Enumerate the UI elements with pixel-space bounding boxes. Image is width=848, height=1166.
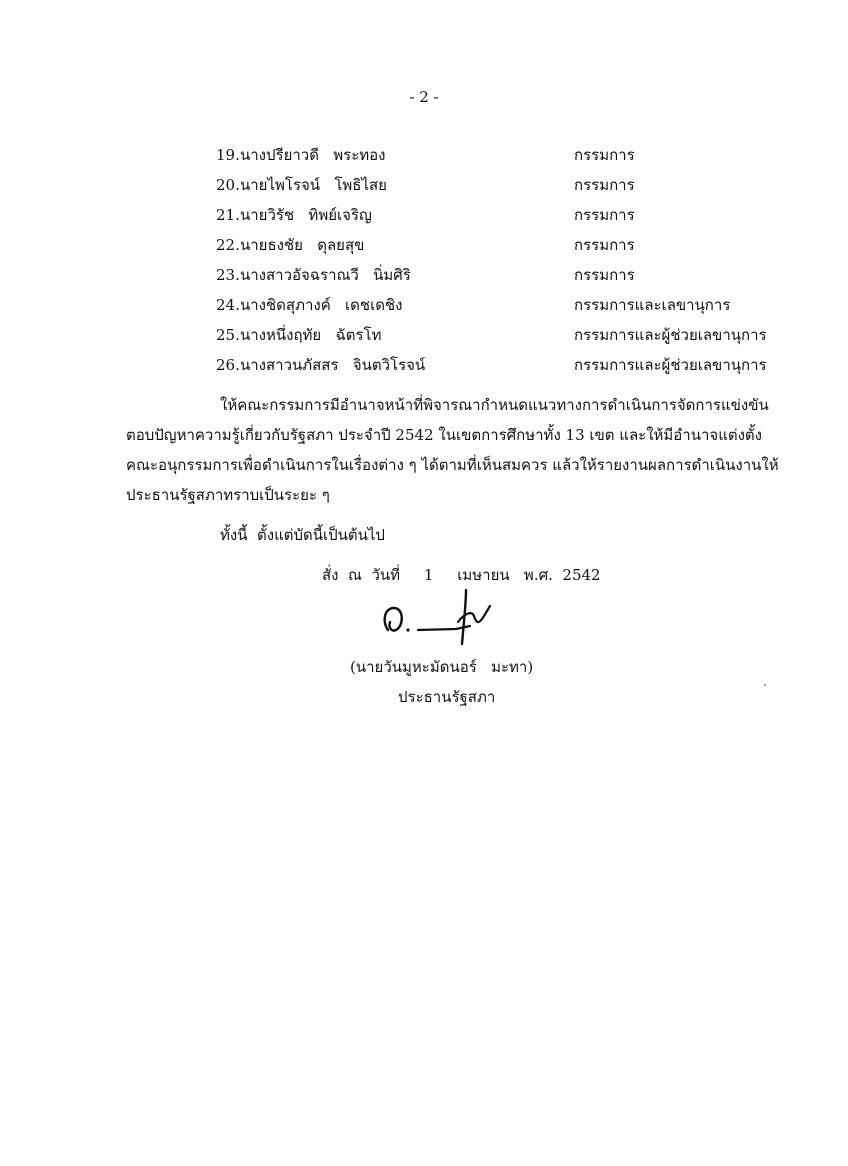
paragraph-line: คณะอนุกรรมการเพื่อดำเนินการในเรื่องต่าง ๆ ได้ตามที่เห็นสมควร แล้วให้รายงานผลการดำเนินงานให้ bbox=[126, 456, 779, 474]
member-role: กรรมการและผู้ช่วยเลขานุการ bbox=[574, 326, 767, 344]
effective-statement: ทั้งนี้ ตั้งแต่บัดนี้เป็นต้นไป bbox=[220, 526, 385, 544]
member-number: 20. bbox=[216, 176, 240, 194]
scan-speck bbox=[764, 684, 766, 686]
member-row bbox=[216, 354, 776, 384]
member-number: 25. bbox=[216, 326, 240, 344]
member-name: นางสาวนภัสสร จินตวิโรจน์ bbox=[240, 356, 426, 374]
member-name: นายไพโรจน์ โพธิไสย bbox=[240, 176, 387, 194]
paragraph-line: ตอบปัญหาความรู้เกี่ยวกับรัฐสภา ประจำปี 2542 ในเขตการศึกษาทั้ง 13 เขต และให้มีอำนาจแต่งตั้ง bbox=[126, 426, 762, 444]
signer-name: (นายวันมูหะมัดนอร์ มะทา) bbox=[350, 658, 534, 676]
member-role: กรรมการและผู้ช่วยเลขานุการ bbox=[574, 356, 767, 374]
member-number: 24. bbox=[216, 296, 240, 314]
member-role: กรรมการ bbox=[574, 146, 635, 164]
member-role: กรรมการ bbox=[574, 176, 635, 194]
paragraph-line: ประธานรัฐสภาทราบเป็นระยะ ๆ bbox=[126, 486, 330, 504]
signer-title: ประธานรัฐสภา bbox=[398, 688, 496, 706]
member-name: นายวิรัช ทิพย์เจริญ bbox=[240, 206, 372, 224]
member-row bbox=[216, 324, 776, 354]
order-date: สั่ง ณ วันที่ 1 เมษายน พ.ศ. 2542 bbox=[322, 566, 601, 584]
committee-member-list bbox=[216, 144, 776, 384]
member-name: นางสาวอัจฉราณวี นิ่มศิริ bbox=[240, 266, 411, 284]
member-role: กรรมการ bbox=[574, 206, 635, 224]
member-role: กรรมการ bbox=[574, 266, 635, 284]
member-name: นางชิดสุภางค์ เดชเดชิง bbox=[240, 296, 403, 314]
page-number: - 2 - bbox=[409, 88, 439, 106]
paragraph-line: ให้คณะกรรมการมีอำนาจหน้าที่พิจารณากำหนดแนวทางการดำเนินการจัดการแข่งขัน bbox=[220, 396, 769, 414]
member-role: กรรมการ bbox=[574, 236, 635, 254]
member-row bbox=[216, 234, 776, 264]
member-row bbox=[216, 294, 776, 324]
member-number: 26. bbox=[216, 356, 240, 374]
member-row bbox=[216, 204, 776, 234]
member-number: 23. bbox=[216, 266, 240, 284]
member-name: นางหนึ่งฤทัย ฉัตรโท bbox=[240, 326, 382, 344]
member-row bbox=[216, 264, 776, 294]
member-name: นางปรียาวดี พระทอง bbox=[240, 146, 386, 164]
member-name: นายธงชัย ดุลยสุข bbox=[240, 236, 365, 254]
member-number: 19. bbox=[216, 146, 240, 164]
member-number: 21. bbox=[216, 206, 240, 224]
member-role: กรรมการและเลขานุการ bbox=[574, 296, 731, 314]
order-body-paragraph bbox=[126, 390, 779, 510]
member-number: 22. bbox=[216, 236, 240, 254]
member-row bbox=[216, 174, 776, 204]
handwritten-signature bbox=[374, 586, 504, 650]
member-row bbox=[216, 144, 776, 174]
